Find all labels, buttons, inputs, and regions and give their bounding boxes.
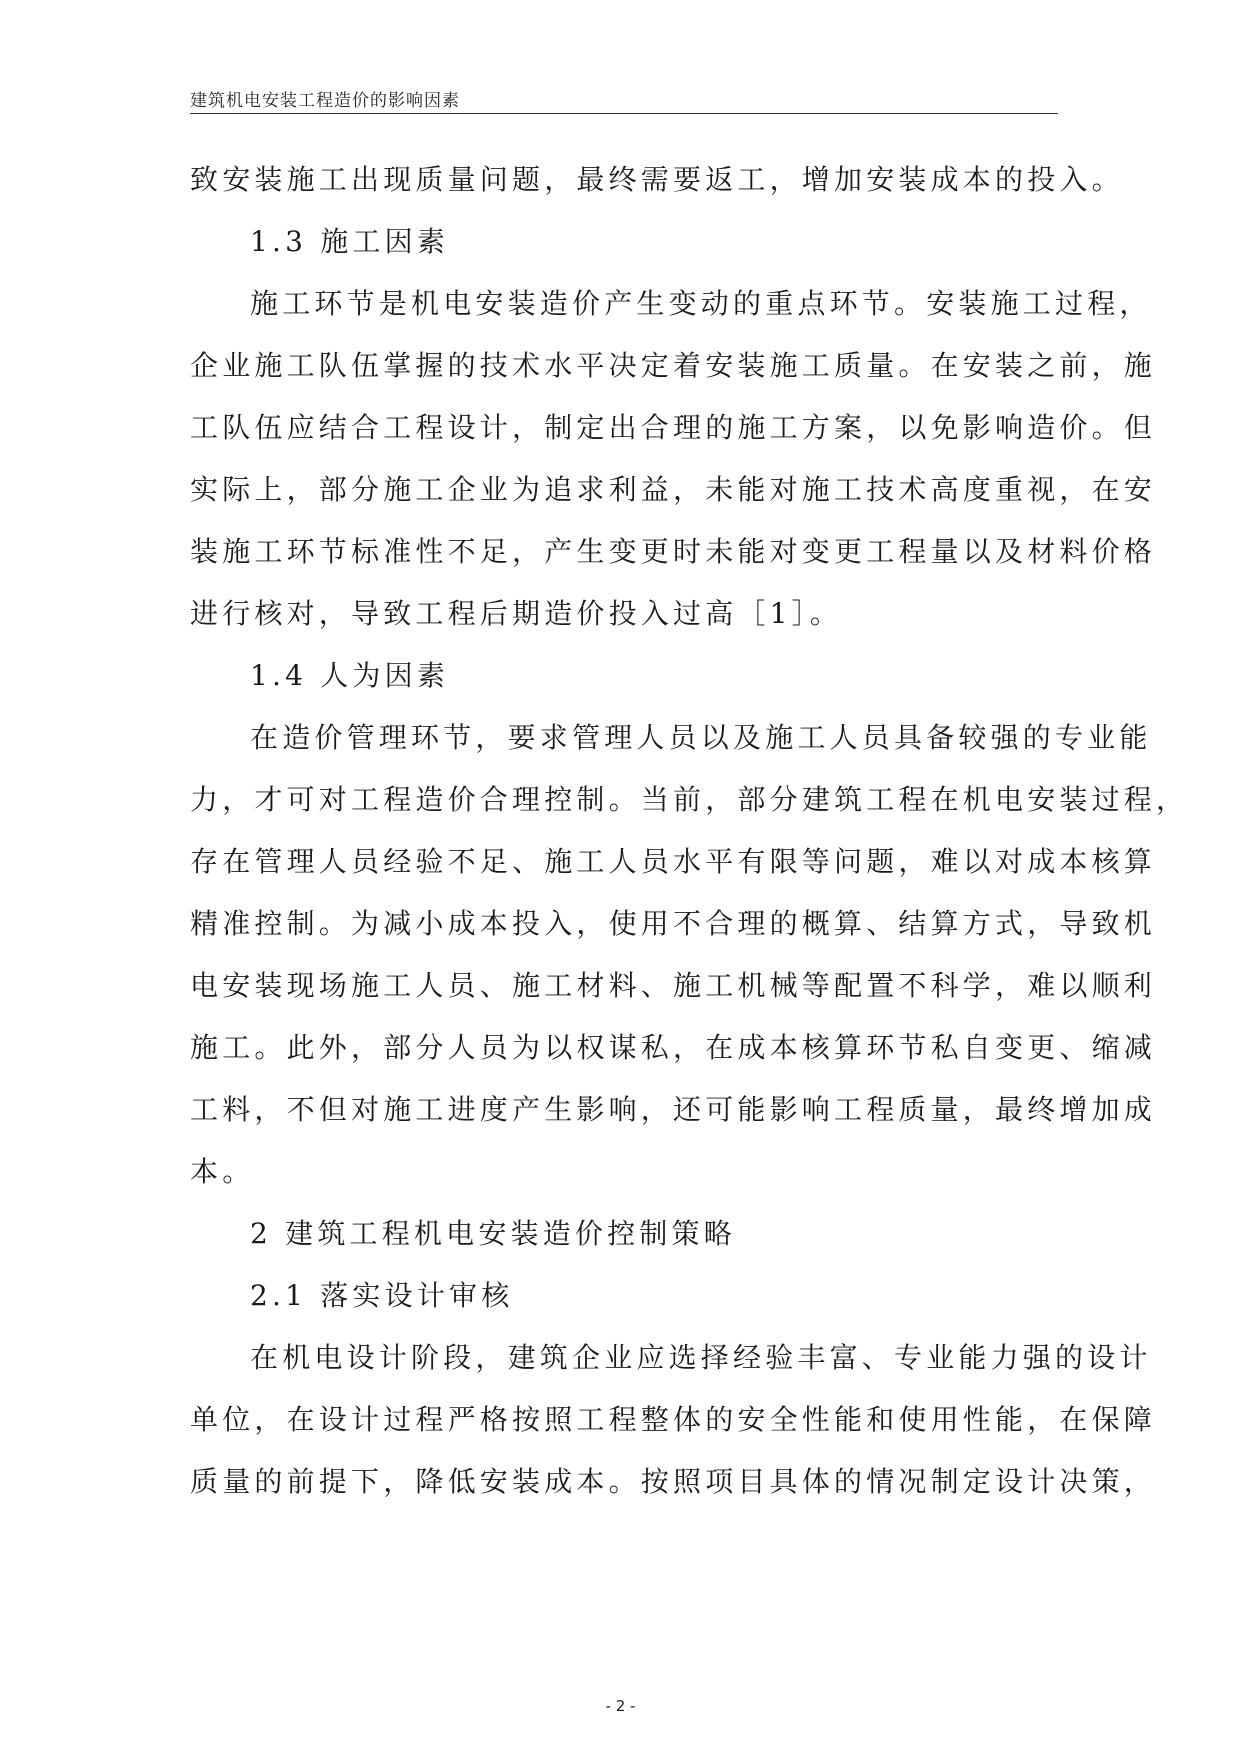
- text-line: 精准控制。为减小成本投入，使用不合理的概算、结算方式，导致机: [190, 907, 1157, 940]
- text-line: 企业施工队伍掌握的技术水平决定着安装施工质量。在安装之前，施: [190, 349, 1157, 382]
- header-divider: [190, 113, 1058, 114]
- page-number: - 2 -: [605, 1697, 636, 1715]
- text-line: 工队伍应结合工程设计，制定出合理的施工方案，以免影响造价。但: [190, 411, 1157, 444]
- text-line: 实际上，部分施工企业为追求利益，未能对施工技术高度重视，在安: [190, 473, 1157, 506]
- text-line: 本。: [190, 1155, 255, 1188]
- text-line: 存在管理人员经验不足、施工人员水平有限等问题，难以对成本核算: [190, 845, 1157, 878]
- text-line: 施工。此外，部分人员为以权谋私，在成本核算环节私自变更、缩减: [190, 1031, 1157, 1064]
- text-line: 1.3 施工因素: [250, 225, 450, 258]
- text-line: 电安装现场施工人员、施工材料、施工机械等配置不科学，难以顺利: [190, 969, 1157, 1002]
- text-line: 2 建筑工程机电安装造价控制策略: [250, 1217, 736, 1250]
- text-line: 在机电设计阶段，建筑企业应选择经验丰富、专业能力强的设计: [250, 1341, 1152, 1374]
- text-line: 力，才可对工程造价合理控制。当前，部分建筑工程在机电安装过程，: [190, 783, 1189, 816]
- text-line: 进行核对，导致工程后期造价投入过高［1］。: [190, 597, 843, 630]
- text-line: 工料，不但对施工进度产生影响，还可能影响工程质量，最终增加成: [190, 1093, 1157, 1126]
- text-line: 质量的前提下，降低安装成本。按照项目具体的情况制定设计决策，: [190, 1465, 1157, 1498]
- running-header: 建筑机电安装工程造价的影响因素: [190, 91, 460, 111]
- text-line: 单位，在设计过程严格按照工程整体的安全性能和使用性能，在保障: [190, 1403, 1157, 1436]
- document-body: [190, 158, 1189, 1522]
- text-line: 1.4 人为因素: [250, 659, 450, 692]
- text-line: 装施工环节标准性不足，产生变更时未能对变更工程量以及材料价格: [190, 535, 1157, 568]
- text-line: 2.1 落实设计审核: [250, 1279, 514, 1312]
- text-line: 致安装施工出现质量问题，最终需要返工，增加安装成本的投入。: [190, 163, 1124, 196]
- text-line: 在造价管理环节，要求管理人员以及施工人员具备较强的专业能: [250, 721, 1152, 754]
- text-line: 施工环节是机电安装造价产生变动的重点环节。安装施工过程，: [250, 287, 1152, 320]
